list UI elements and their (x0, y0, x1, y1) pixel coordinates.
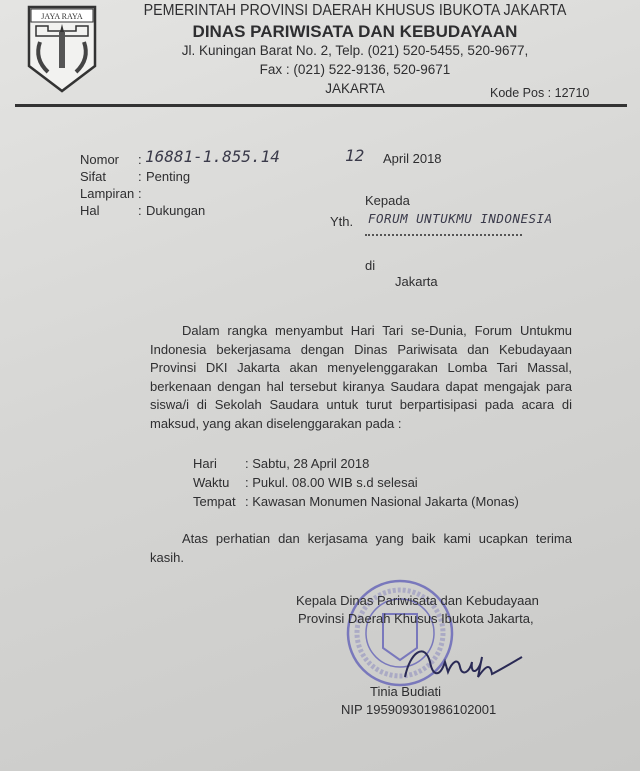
colon: : (138, 152, 142, 167)
recipient-name: FORUM UNTUKMU INDONESIA (368, 211, 553, 226)
hal-label: Hal (80, 203, 100, 218)
colon: : (138, 203, 142, 218)
kepada-label: Kepada (365, 193, 410, 208)
lampiran-label: Lampiran (80, 186, 135, 201)
letterhead-address: Jl. Kuningan Barat No. 2, Telp. (021) 520-5455, 520-9677, (181, 43, 529, 58)
date-day: 12 (345, 146, 365, 165)
event-day-label: Hari (193, 456, 217, 471)
sifat-label: Sifat (80, 169, 107, 184)
dotted-line (365, 234, 522, 236)
letterhead-government: PEMERINTAH PROVINSI DAERAH KHUSUS IBUKOTA JAKARTA (143, 2, 567, 19)
postal-code: Kode Pos : 12710 (490, 86, 590, 100)
body-paragraph: Dalam rangka menyambut Hari Tari se-Dunia, Forum Untukmu Indonesia bekerjasama dengan Dinas Pariwisata dan Kebudayaan Provinsi DKI Jakarta akan menyelenggarakan Lomba Tari Massal, berkenaan dengan hal tersebut kiranya Saudara dapat mengajak para siswa/i di Sekolah Saudara untuk turut berpartisipasi pada acara di maksud, yang akan diselenggarakan pada : (150, 323, 572, 431)
colon: : (138, 186, 142, 201)
header-divider (15, 104, 627, 107)
letterhead-agency: DINAS PARIWISATA DAN KEBUDAYAAN (192, 22, 518, 41)
signatory-title-2: Provinsi Daerah Khusus Ibukota Jakarta, (298, 611, 534, 626)
letterhead-fax: Fax : (021) 522-9136, 520-9671 (259, 62, 451, 77)
closing-paragraph: Atas perhatian dan kerjasama yang baik kami ucapkan terima kasih. (150, 531, 572, 565)
colon: : (138, 169, 142, 184)
nomor-value: 16881-1.855.14 (145, 147, 280, 166)
event-time-label: Waktu (193, 475, 230, 490)
event-day-value: : Sabtu, 28 April 2018 (245, 456, 370, 471)
yth-label: Yth. (330, 214, 354, 229)
event-place-value: : Kawasan Monumen Nasional Jakarta (Monas) (245, 494, 519, 509)
date-month-year: April 2018 (383, 151, 442, 166)
di-label: di (365, 258, 376, 273)
signatory-title-1: Kepala Dinas Pariwisata dan Kebudayaan (296, 593, 539, 608)
signatory-nip: NIP 195909301986102001 (341, 702, 497, 717)
event-place-label: Tempat (193, 494, 236, 509)
hal-value: Dukungan (146, 203, 206, 218)
svg-text:JAYA RAYA: JAYA RAYA (41, 12, 83, 21)
jakarta-crest-logo (26, 4, 98, 94)
recipient-city: Jakarta (395, 274, 438, 289)
letterhead-city: JAKARTA (325, 81, 385, 96)
signatory-name: Tinia Budiati (370, 684, 442, 699)
handwritten-signature (400, 632, 525, 682)
event-time-value: : Pukul. 08.00 WIB s.d selesai (245, 475, 418, 490)
sifat-value: Penting (146, 169, 191, 184)
nomor-label: Nomor (80, 152, 120, 167)
